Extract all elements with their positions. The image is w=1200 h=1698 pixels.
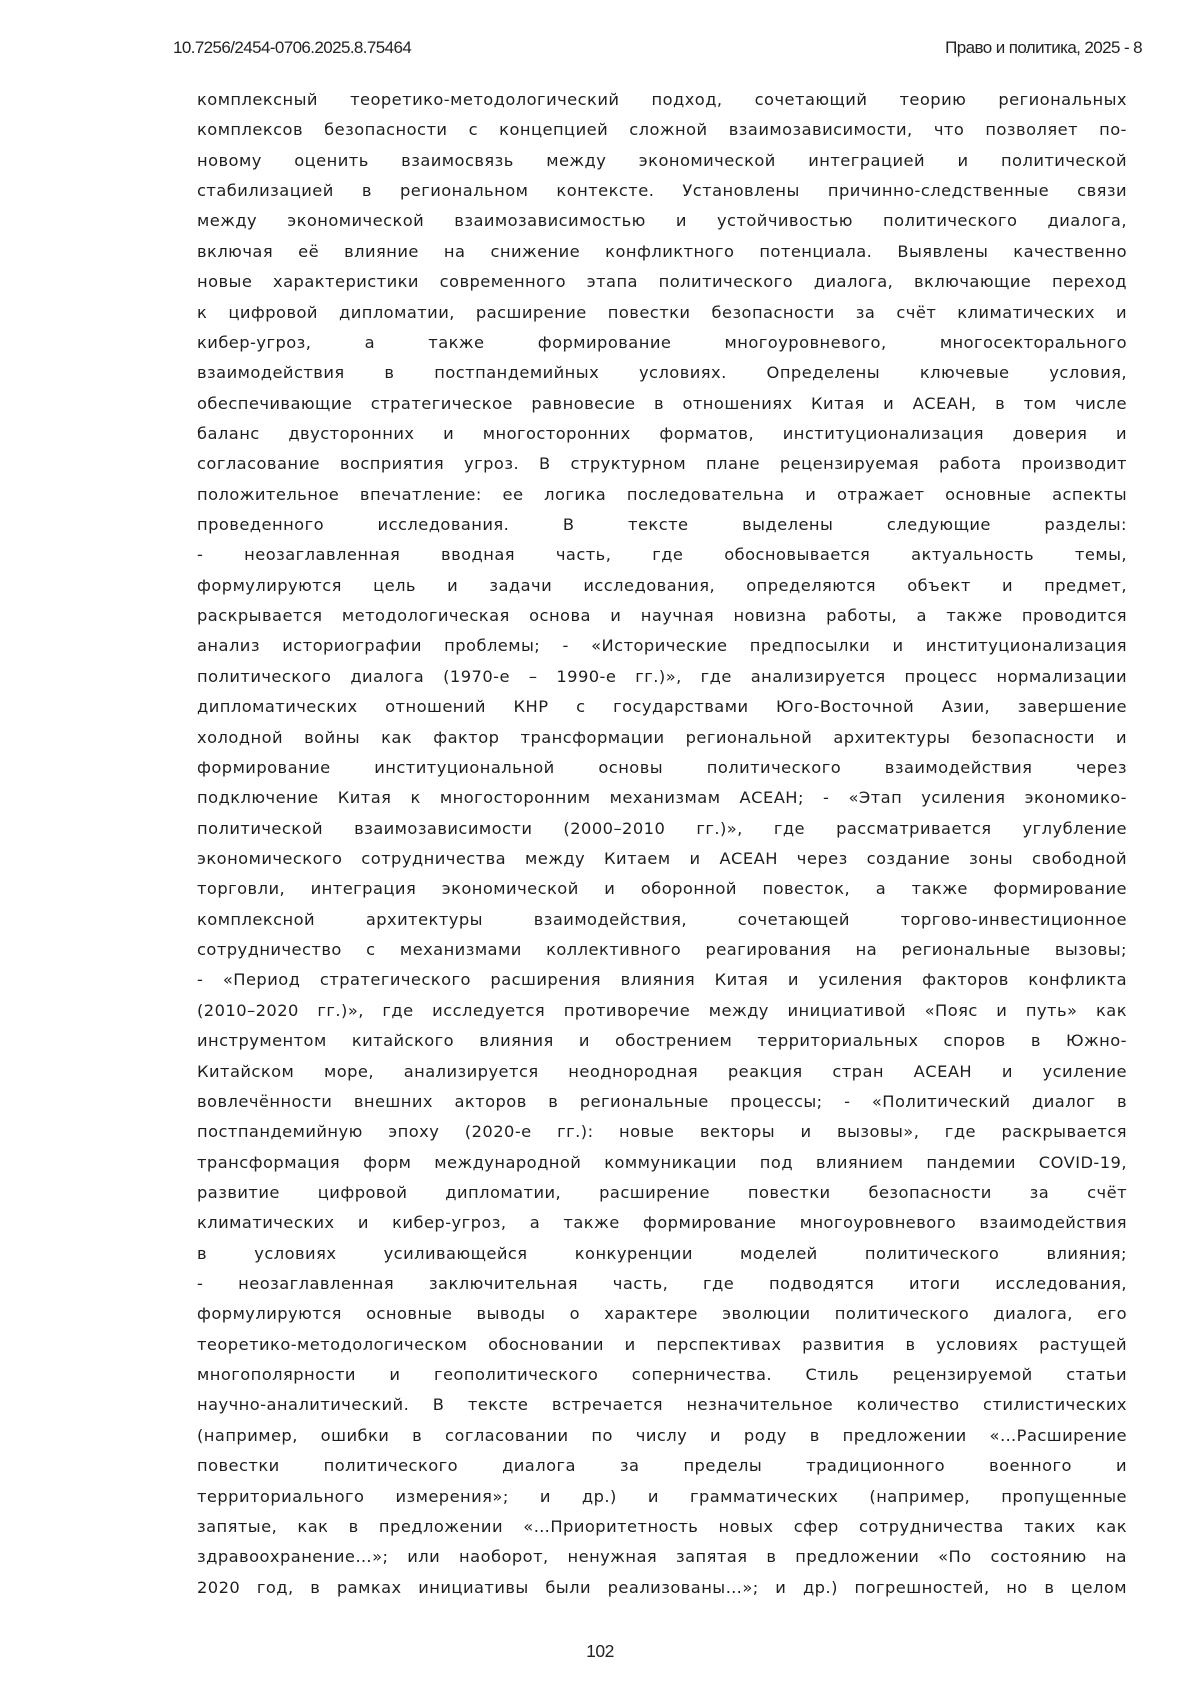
body-text-line: развитие цифровой дипломатии, расширение повестки безопасности за счёт (197, 1182, 1127, 1202)
body-text-line: формирование институциональной основы политического взаимодействия через (197, 757, 1127, 777)
body-text-line: многополярности и геополитического соперничества. Стиль рецензируемой статьи (197, 1365, 1127, 1385)
body-text-line: формулируются цель и задачи исследования, определяются объект и предмет, (197, 575, 1127, 595)
body-text-line: здравоохранение…»; или наоборот, ненужная запятая в предложении «По состоянию на (197, 1547, 1127, 1567)
body-text-line: к цифровой дипломатии, расширение повестки безопасности за счёт климатических и (197, 302, 1127, 322)
article-body (197, 85, 1127, 1603)
body-text-line: формулируются основные выводы о характере эволюции политического диалога, его (197, 1304, 1127, 1324)
journal-issue-text: Право и политика, 2025 - 8 (945, 38, 1142, 57)
body-text-line: включая её влияние на снижение конфликтного потенциала. Выявлены качественно (197, 241, 1127, 261)
body-text-line: сотрудничество с механизмами коллективного реагирования на региональные вызовы; (197, 940, 1127, 960)
body-text-line: положительное впечатление: ее логика последовательна и отражает основные аспекты (197, 484, 1127, 504)
body-text-line: комплексный теоретико-методологический подход, сочетающий теорию региональных (197, 90, 1127, 109)
body-text-line: комплексов безопасности с концепцией сложной взаимозависимости, что позволяет по- (197, 120, 1127, 140)
body-text-line: новому оценить взаимосвязь между экономической интеграцией и политической (197, 150, 1127, 170)
body-text-line: Китайском море, анализируется неоднородная реакция стран АСЕАН и усиление (197, 1061, 1127, 1081)
body-text-line: проведенного исследования. В тексте выделены следующие разделы: (197, 515, 1127, 535)
body-text-line: политической взаимозависимости (2000–2010 гг.)», где рассматривается углубление (197, 818, 1127, 838)
running-header (173, 38, 1142, 62)
body-text-line: 2020 год, в рамках инициативы были реализованы…»; и др.) погрешностей, но в целом (197, 1577, 1127, 1597)
body-text-line: анализ историографии проблемы; - «Исторические предпосылки и институционализация (197, 636, 1127, 656)
body-text-line: политического диалога (1970-е – 1990-е гг.)», где анализируется процесс нормализации (197, 666, 1127, 686)
body-text-line: повестки политического диалога за пределы традиционного военного и (197, 1456, 1127, 1476)
body-text-line: территориального измерения»; и др.) и грамматических (например, пропущенные (197, 1486, 1127, 1506)
body-text-line: комплексной архитектуры взаимодействия, сочетающей торгово-инвестиционное (197, 909, 1127, 929)
body-text-line: новые характеристики современного этапа политического диалога, включающие переход (197, 272, 1127, 292)
body-text-line: подключение Китая к многосторонним механизмам АСЕАН; - «Этап усиления экономико- (197, 788, 1127, 808)
body-text-line: (например, ошибки в согласовании по числу и роду в предложении «…Расширение (197, 1425, 1127, 1445)
body-text-line: - неозаглавленная заключительная часть, где подводятся итоги исследования, (197, 1274, 1127, 1294)
body-text-line: - неозаглавленная вводная часть, где обосновывается актуальность темы, (197, 545, 1127, 565)
doi-text: 10.7256/2454-0706.2025.8.75464 (173, 38, 412, 57)
body-text-line: обеспечивающие стратегическое равновесие в отношениях Китая и АСЕАН, в том числе (197, 393, 1127, 413)
body-text-line: дипломатических отношений КНР с государствами Юго-Восточной Азии, завершение (197, 697, 1127, 717)
body-text-line: экономического сотрудничества между Китаем и АСЕАН через создание зоны свободной (197, 848, 1127, 868)
body-text-line: раскрывается методологическая основа и научная новизна работы, а также проводится (197, 606, 1127, 626)
body-text-line: теоретико-методологическом обосновании и перспективах развития в условиях растущей (197, 1334, 1127, 1354)
body-text-line: кибер-угроз, а также формирование многоуровневого, многосекторального (197, 332, 1127, 352)
body-text-line: торговли, интеграция экономической и оборонной повесток, а также формирование (197, 879, 1127, 899)
body-text-line: инструментом китайского влияния и обострением территориальных споров в Южно- (197, 1031, 1127, 1051)
body-text-line: вовлечённости внешних акторов в региональные процессы; - «Политический диалог в (197, 1091, 1127, 1111)
body-text-line: научно-аналитический. В тексте встречается незначительное количество стилистических (197, 1395, 1127, 1415)
body-text-line: в условиях усиливающейся конкуренции моделей политического влияния; (197, 1243, 1127, 1263)
body-text-line: взаимодействия в постпандемийных условиях. Определены ключевые условия, (197, 363, 1127, 383)
body-text-line: постпандемийную эпоху (2020-е гг.): новые векторы и вызовы», где раскрывается (197, 1122, 1127, 1142)
page-number: 102 (586, 1641, 614, 1661)
body-text-line: запятые, как в предложении «…Приоритетность новых сфер сотрудничества таких как (197, 1516, 1127, 1536)
body-text-line: стабилизацией в региональном контексте. Установлены причинно-следственные связи (197, 181, 1127, 201)
body-text-line: между экономической взаимозависимостью и устойчивостью политического диалога, (197, 211, 1127, 231)
body-text-line: холодной войны как фактор трансформации региональной архитектуры безопасности и (197, 727, 1127, 747)
body-text-line: климатических и кибер-угроз, а также формирование многоуровневого взаимодействия (197, 1213, 1127, 1233)
body-text-line: - «Период стратегического расширения влияния Китая и усиления факторов конфликта (197, 970, 1127, 990)
body-text-line: трансформация форм международной коммуникации под влиянием пандемии COVID-19, (197, 1152, 1127, 1172)
body-text-line: согласование восприятия угроз. В структурном плане рецензируемая работа производит (197, 454, 1127, 474)
body-text-line: (2010–2020 гг.)», где исследуется противоречие между инициативой «Пояс и путь» как (197, 1000, 1127, 1020)
body-text-line: баланс двусторонних и многосторонних форматов, институционализация доверия и (197, 423, 1127, 443)
